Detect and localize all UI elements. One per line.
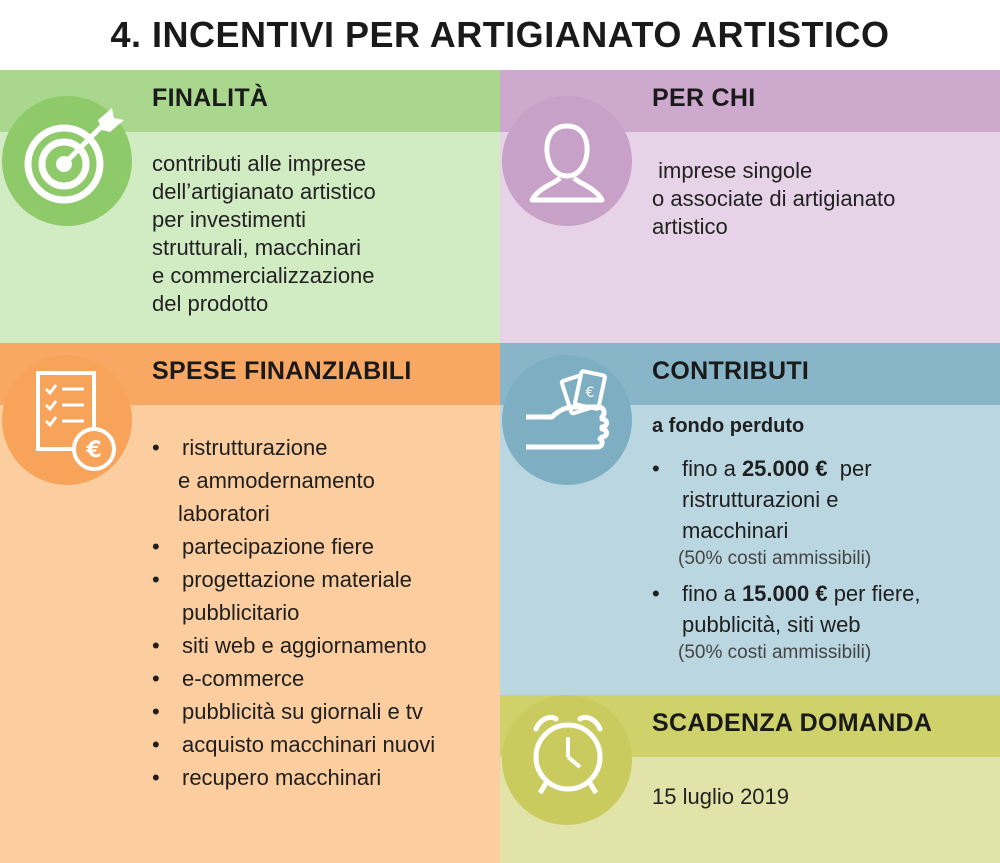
list-item: [152, 530, 435, 563]
alarm-clock-icon: [502, 695, 632, 825]
text-line: e ammodernamento: [178, 468, 375, 493]
text-line: • pubblicità su giornali e tv: [182, 699, 423, 724]
panel-heading: CONTRIBUTI: [652, 357, 810, 385]
list-item: [152, 431, 435, 530]
panel-finalita: [0, 70, 500, 343]
panel-contributi: [500, 343, 1000, 695]
text-segment: per: [827, 456, 872, 481]
text-line: • partecipazione fiere: [182, 534, 375, 559]
text-line: • recupero macchinari: [182, 765, 382, 790]
text-line: • progettazione materiale: [182, 567, 412, 592]
svg-text:€: €: [86, 438, 102, 463]
contributi-subheading: a fondo perduto: [652, 415, 805, 437]
text-line: o associate di artigianato: [652, 186, 896, 211]
hand-money-icon: [502, 355, 632, 485]
text-line: per investimenti: [152, 207, 307, 232]
list-item: [152, 563, 435, 629]
text-line: artistico: [652, 214, 728, 239]
list-item: [152, 695, 435, 728]
text-line: [682, 578, 982, 609]
panel-per-chi: [500, 70, 1000, 343]
person-icon: [502, 96, 632, 226]
list-item: [152, 629, 435, 662]
text-line: contributi alle imprese: [152, 151, 366, 176]
text-line: del prodotto: [152, 291, 269, 316]
note: (50% costi ammissibili): [678, 548, 872, 569]
note: (50% costi ammissibili): [678, 642, 872, 663]
text-line: strutturali, macchinari: [152, 235, 362, 260]
text-line: dell’artigianato artistico: [152, 179, 376, 204]
title-bar: [0, 0, 1000, 70]
amount: 25.000 €: [741, 456, 828, 481]
text-segment: fino a: [682, 456, 742, 481]
list-item: [152, 728, 435, 761]
list-item: [152, 761, 435, 794]
text-line: laboratori: [178, 501, 270, 526]
svg-text:€: €: [585, 385, 595, 401]
list-item: [652, 578, 982, 666]
text-line: • e-commerce: [182, 666, 305, 691]
text-line: [682, 453, 982, 484]
text-line: ristrutturazioni e: [682, 487, 839, 512]
panel-spese-finanziabili: [0, 343, 500, 863]
panel-heading: FINALITÀ: [152, 84, 269, 112]
contributi-list: [652, 453, 982, 672]
text-line: e commercializzazione: [152, 263, 375, 288]
text-line: macchinari: [682, 518, 789, 543]
text-line: • ristrutturazione: [182, 435, 328, 460]
amount: 15.000 €: [741, 581, 828, 606]
panel-heading: SPESE FINANZIABILI: [152, 357, 412, 385]
text-line: pubblicità, siti web: [682, 612, 861, 637]
text-segment: per fiere,: [827, 581, 921, 606]
page-title: 4. INCENTIVI PER ARTIGIANATO ARTISTICO: [110, 14, 890, 55]
panel-heading: SCADENZA DOMANDA: [652, 709, 933, 737]
list-item: [152, 662, 435, 695]
panel-heading: PER CHI: [652, 84, 756, 112]
text-segment: fino a: [682, 581, 742, 606]
text-line: imprese singole: [652, 158, 813, 183]
scadenza-date: 15 luglio 2019: [652, 784, 790, 809]
finalita-text: [152, 150, 376, 318]
text-line: • acquisto macchinari nuovi: [182, 732, 436, 757]
per-chi-text: [652, 157, 895, 241]
list-item: [652, 453, 982, 572]
text-line: • siti web e aggiornamento: [182, 633, 427, 658]
target-icon: [2, 96, 132, 226]
panel-scadenza-domanda: [500, 695, 1000, 863]
text-line: pubblicitario: [182, 600, 300, 625]
spese-list: [152, 431, 435, 794]
checklist-euro-icon: [2, 355, 132, 485]
